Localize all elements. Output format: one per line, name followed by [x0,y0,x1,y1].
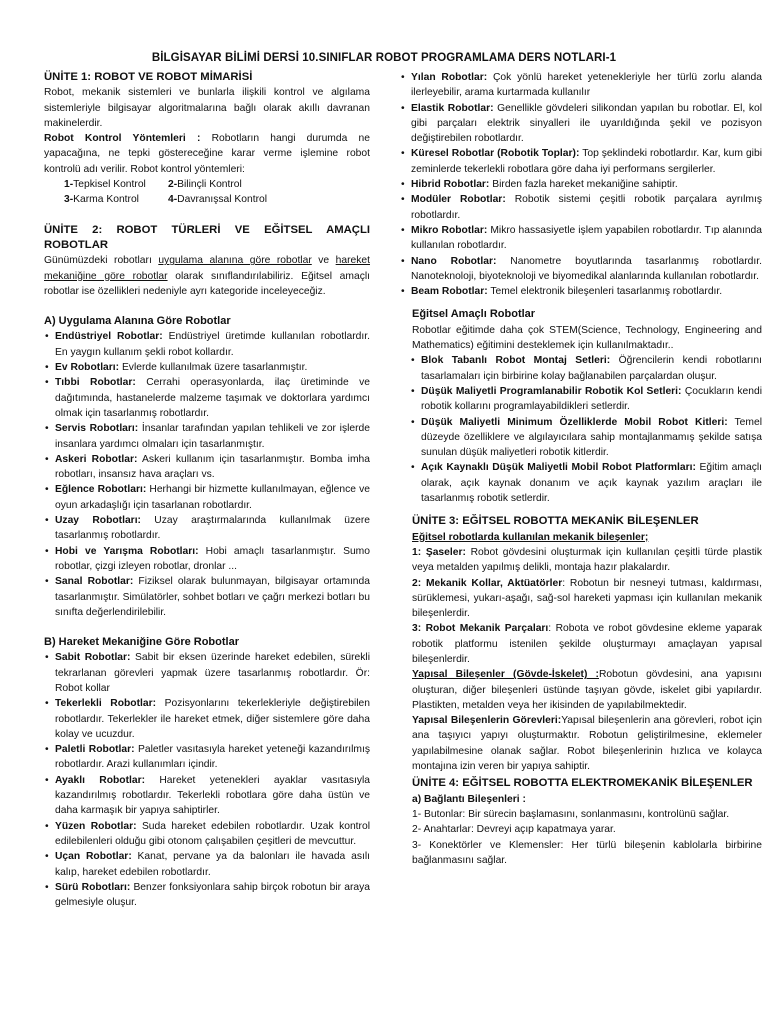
unit3-chassis: 1: Şaseler: Robot gövdesini oluşturmak için kullanılan çeşitli türde plastik veya metalden yapılmış delikli, montaja hazır plakalardır. [412,546,762,574]
unit3-mechanical-arms: 2: Mekanik Kollar, Aktüatörler: Robotun bir nesneyi tutması, kaldırması, sürüklemesi, yukarı-aşağı, sağ-sol hareketi yapması için kullanılan mekanik bileşenlerdir. [412,577,762,620]
list-item: • Tekerlekli Robotlar: Pozisyonlarını tekerlekleriyle değiştirebilen robotlardır. Tekerlekler ile hareket etmek, diğer sistemlere göre daha kolay ve ucuzdur. [44,696,370,742]
edu-robots-heading: Eğitsel Amaçlı Robotlar [412,308,536,321]
list-item: • Elastik Robotlar: Genellikle gövdeleri silikondan yapılan bu robotlar. El, kol gibi parçaları elektrik sinyalleri ile uyarıldığında şekil ve pozisyon değiştirebilen robotlardır. [400,101,762,147]
list-item: • Askeri Robotlar: Askeri kullanım için tasarlanmıştır. Bomba imha robotları, insansız hava araçları vs. [44,452,370,483]
control-method-3: 3-Karma Kontrol [64,194,139,206]
unit3-heading: ÜNİTE 3: EĞİTSEL ROBOTTA MEKANİK BİLEŞENLER [412,515,699,528]
unit4-line: 3- Konektörler ve Klemensler: Her türlü bileşenin kablolarla birbirine bağlanmasını sağlar. [412,839,762,866]
list-item: • Hibrid Robotlar: Birden fazla hareket mekaniğine sahiptir. [400,177,762,192]
section-b-heading: B) Hareket Mekaniğine Göre Robotlar [44,636,239,649]
list-item: • Servis Robotları: İnsanlar tarafından yapılan tehlikeli ve zor işlerde insanlara yardımcı olmaları için tasarlanmıştır. [44,421,370,452]
control-text: Robotların hangi durumda ne yapacağına, ne tepki göstereceğine karar verme işlemine robot kontrolü adı verilir. Robot kontrol yöntemleri: [44,133,370,175]
edu-robots-list [400,353,762,506]
list-item: • Uzay Robotları: Uzay araştırmalarında kullanılmak üzere tasarlanmış robotlardır. [44,513,370,544]
unit3-mechanical-parts: 3: Robot Mekanik Parçaları: Robota ve robot gövdesine ekleme yaparak robotik platformu istenilen şekilde oluşturmayı amaçlayan yapısal bileşenlerdir. [412,623,762,665]
control-method-2: 2-Bilinçli Kontrol [168,179,242,191]
list-item: • Küresel Robotlar (Robotik Toplar): Top şeklindeki robotlardır. Kar, kum gibi zeminlerde tekerlekli robotlara göre daha iyi performans sergilerler. [400,146,762,177]
list-item: • Sanal Robotlar: Fiziksel olarak bulunmayan, bilgisayar ortamında tasarlanmıştır. Simülatörler, sohbet botları ve çağrı merkezi botları bu sınıfta değerlendirilebilir. [44,574,370,620]
list-item: • Beam Robotlar: Temel elektronik bileşenleri tasarlanmış robotlardır. [400,284,762,299]
unit4-heading: ÜNİTE 4: EĞİTSEL ROBOTTA ELEKTROMEKANİK BİLEŞENLER [412,777,753,790]
list-item: • Modüler Robotlar: Robotik sistemi çeşitli robotik parçalara ayrılmış robotlardır. [400,192,762,223]
list-item: • Düşük Maliyetli Minimum Özelliklerde Mobil Robot Kitleri: Temel düzeyde özelliklere ve algılayıcılara sahip montajlanmamış şekilde satışa sunulan düşük maliyetleri robotik kitlerdir. [410,415,762,461]
list-item: • Düşük Maliyetli Programlanabilir Robotik Kol Setleri: Çocukların kendi robotik kollarını programlayabildikleri setlerdir. [410,384,762,415]
section-a-list [44,329,370,620]
list-item: • Açık Kaynaklı Düşük Maliyetli Mobil Robot Platformları: Eğitim amaçlı olarak, açık kaynak donanım ve açık kaynak yazılım araçları ile tasarlanmış robotik setlerdir. [410,460,762,506]
list-item: • Eğlence Robotları: Herhangi bir hizmette kullanılmayan, eğlence ve oyun arkadaşlığı için tasarlanan robotlardır. [44,482,370,513]
edu-robots-intro: Robotlar eğitimde daha çok STEM(Science, Technology, Engineering and Mathematics) eğitimini desteklemek için kullanılmaktadır.. [412,324,762,352]
page-title: BİLGİSAYAR BİLİMİ DERSİ 10.SINIFLAR ROBOT PROGRAMLAMA DERS NOTLARI-1 [151,52,617,64]
unit3-section [400,514,762,868]
list-item: • Tıbbi Robotlar: Cerrahi operasyonlarda, ilaç üretiminde ve dağıtımında, hastanelerde malzeme taşımak ve doktorlara yardımcı olmak için tasarlanmış robotlardır. [44,375,370,421]
unit3-structural-components: Yapısal Bileşenler (Gövde-İskelet) :Robotun gövdesini, ana yapısını oluşturan, diğer bileşenleri üstünde taşıyan gövde, iskelet gibi yapılardır. Plastikten, metalden veya her ikisinden de yapılabilmektedir. [412,669,762,711]
list-item: • Endüstriyel Robotlar: Endüstriyel üretimde kullanılan robotlardır. En yaygın kullanım şekli robot kollardır. [44,329,370,360]
list-item: • Ayaklı Robotlar: Hareket yetenekleri ayaklar vasıtasıyla kazandırılmış robotlardır. Tekerlekli robotlara göre daha üstün ve daha karmaşık bir yapıya sahiptirler. [44,773,370,819]
list-item: • Sürü Robotları: Benzer fonksiyonlara sahip birçok robotun bir araya gelmesiyle oluşur. [44,880,370,911]
list-item: • Sabit Robotlar: Sabit bir eksen üzerinde hareket edebilen, sürekli tekrarlanan görevleri yapmak üzere tasarlanmış robotlardır. Ör: Robot kollar [44,650,370,696]
unit3-structural-duties: Yapısal Bileşenlerin Görevleri:Yapısal bileşenlerin ana görevleri, robot için ana taşıyıcı yapıyı oluşturmaktır. Robotun geliştirilmesine, eklemeler yapılabilmesine olanak sağlar. Robot bileşenlerinin hızlıca ve kolayca montajına izin veren bir yapıya sahiptir. [412,715,762,773]
list-item: • Yüzen Robotlar: Suda hareket edebilen robotlardır. Uzak kontrol edilebilenleri olduğu gibi otonom çalışabilen çeşitleri de mevcuttur. [44,819,370,850]
unit4-line: 1- Butonlar: Bir sürecin başlamasını, sonlanmasını, kontrolünü sağlar. [412,808,730,820]
control-methods-row-2 [44,192,370,207]
unit4-line: 2- Anahtarlar: Devreyi açıp kapatmaya yarar. [412,824,616,836]
control-method-1: 1-Tepkisel Kontrol [64,179,146,191]
unit1-intro: Robot, mekanik sistemleri ve bunlarla ilişkili kontrol ve algılama sistemleriyle bilgisayar algoritmalarına bağlı olarak akıllı davranan makinelerdir. [44,87,370,129]
unit2-heading: ÜNİTE 2: ROBOT TÜRLERİ VE EĞİTSEL AMAÇLI ROBOTLAR [44,223,370,251]
list-item: • Paletli Robotlar: Paletler vasıtasıyla hareket yeteneği kazandırılmış robotlardır. Arazi kullanımları içindir. [44,742,370,773]
section-b-list [44,650,370,910]
control-methods-row-1 [44,177,370,192]
list-item: • Hobi ve Yarışma Robotları: Hobi amaçlı tasarlanmıştır. Sumo robotlar, çizgi izleyen robotlar, dronlar ... [44,544,370,575]
list-item: • Mikro Robotlar: Mikro hassasiyetle işlem yapabilen robotlardır. Tıp alanında kullanılan robotlardır. [400,223,762,254]
right-column [400,70,762,868]
list-item: • Yılan Robotlar: Çok yönlü hareket yetenekleriyle her türlü zorlu alanda ilerleyebilir, arama kurtarmada kullanılır [400,70,762,101]
unit4-sub-a: a) Bağlantı Bileşenleri : [412,793,526,805]
list-item: • Blok Tabanlı Robot Montaj Setleri: Öğrencilerin kendi robotlarını tasarlamaları için birbirine kolay bağlanabilen parçalardan oluşur. [410,353,762,384]
unit2-intro: Günümüzdeki robotları uygulama alanına göre robotlar ve hareket mekaniğine göre robotlar olarak sınıflandırılabiliriz. Eğitsel amaçlı robotlar ise özellikleri nedeniyle ayrı kategoride inceleyeceğiz. [44,255,370,297]
control-term: Robot Kontrol Yöntemleri : [44,133,201,145]
control-method-4: 4-Davranışsal Kontrol [168,194,268,206]
left-column [44,70,370,910]
list-item: • Nano Robotlar: Nanometre boyutlarında tasarlanmış robotlardır. Nanoteknoloji, biyoteknoloji ve biyomedikal alanlarında kullanılan robotlardır. [400,254,762,285]
unit1-heading: ÜNİTE 1: ROBOT VE ROBOT MİMARİSİ [44,71,253,83]
list-item: • Uçan Robotlar: Kanat, pervane ya da balonları ile havada asılı kalıp, hareket edebilen robotlardır. [44,849,370,880]
unit3-subheading: Eğitsel robotlarda kullanılan mekanik bileşenler; [412,531,649,543]
control-methods-paragraph [44,131,370,177]
list-item: • Ev Robotları: Evlerde kullanılmak üzere tasarlanmıştır. [44,360,370,375]
section-a-heading: A) Uygulama Alanına Göre Robotlar [44,315,231,328]
section-b-list-continued [400,70,762,299]
